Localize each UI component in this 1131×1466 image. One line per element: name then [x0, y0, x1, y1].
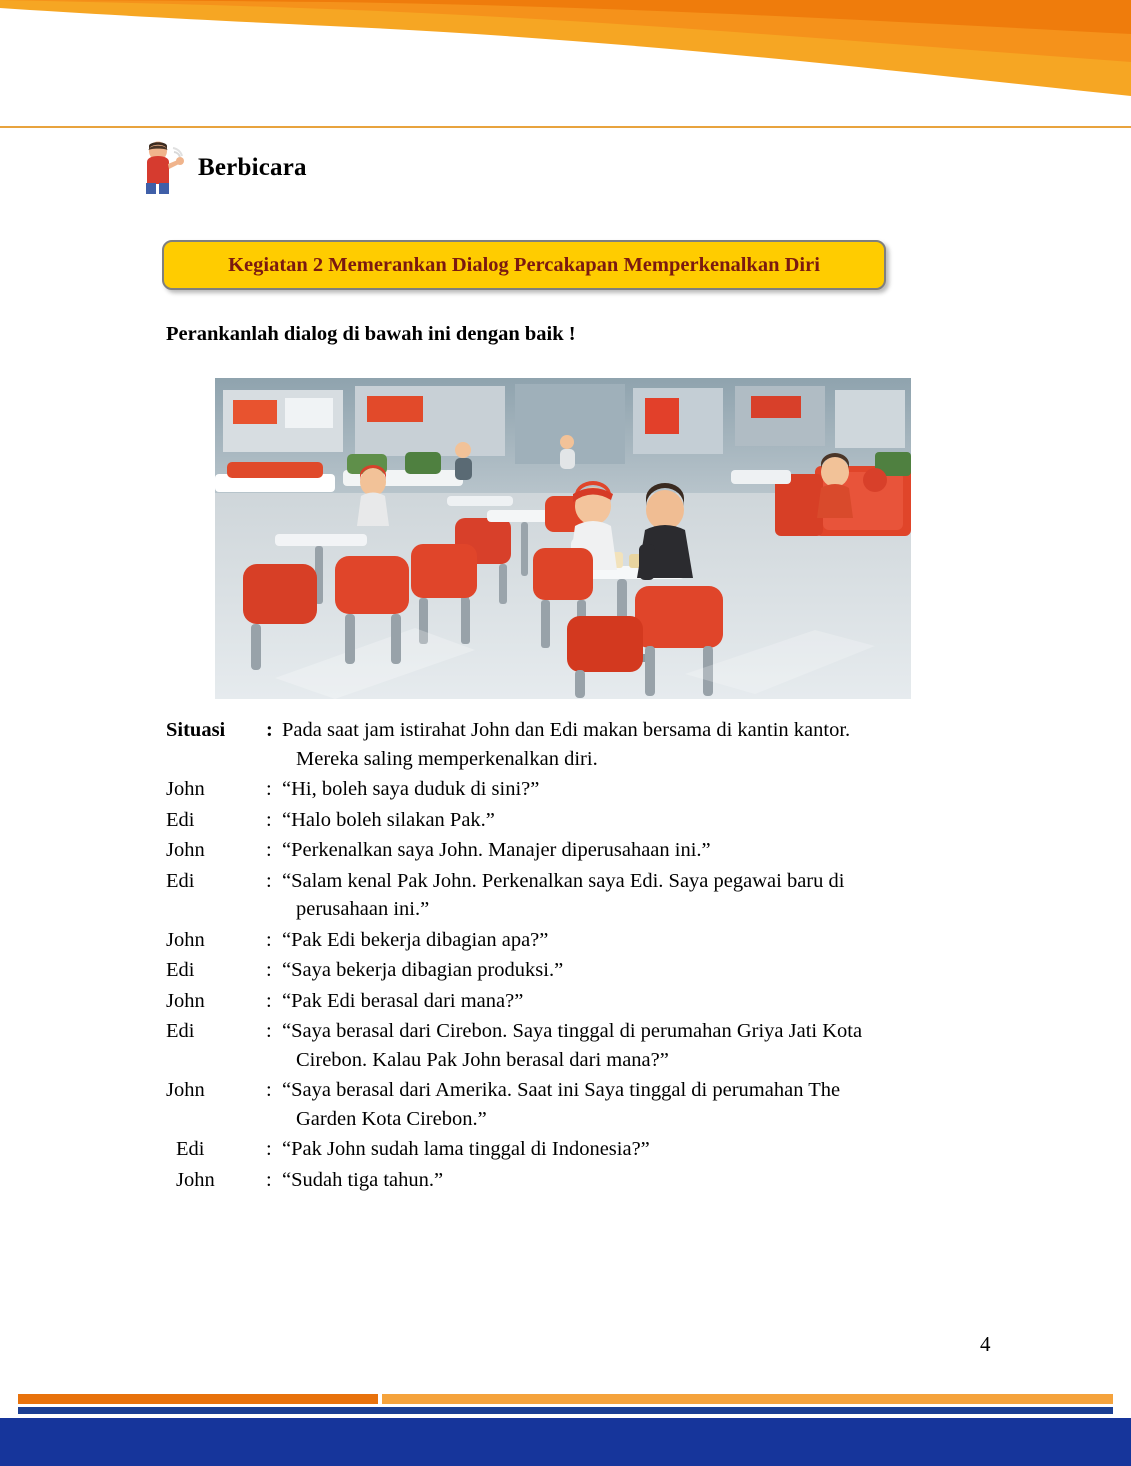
dialog-line: [282, 1021, 1016, 1070]
dialog-colon: :: [266, 869, 272, 892]
dialog-speaker: Situasi: [166, 719, 226, 741]
dialog-speaker: Edi: [166, 959, 195, 981]
dialog-speaker: Edi: [166, 808, 195, 831]
dialog-line-text: “Pak Edi berasal dari mana?”: [282, 989, 524, 1012]
dialog-line: [282, 871, 1016, 920]
page-number: 4: [980, 1332, 991, 1356]
dialog-speaker: John: [166, 928, 205, 951]
dialog-colon: :: [266, 839, 272, 861]
instruction-text: Perankanlah dialog di bawah ini dengan baik !: [166, 323, 576, 345]
dialog-colon: :: [266, 808, 272, 831]
dialog-row: [166, 779, 1016, 800]
dialog-line: [282, 720, 1016, 769]
dialog-line-text: “Salam kenal Pak John. Perkenalkan saya Edi. Saya pegawai baru di: [282, 869, 845, 892]
dialog-line-text: “Pak Edi bekerja dibagian apa?”: [282, 928, 549, 951]
dialog-row: [166, 991, 1016, 1012]
dialog-line: [282, 960, 1016, 981]
dialog-colon: :: [266, 719, 273, 741]
bottom-bar-blue-thin: [18, 1407, 1113, 1414]
dialog-line-continuation: Garden Kota Cirebon.”: [296, 1107, 487, 1130]
dialog-list: [166, 720, 1016, 1200]
bottom-decorative-bars: [0, 1394, 1131, 1466]
bottom-bar-orange-right: [382, 1394, 1113, 1404]
dialog-line: [282, 991, 1016, 1012]
banner-divider-rule: [0, 126, 1131, 128]
dialog-colon: :: [266, 1168, 272, 1191]
dialog-line: [282, 1139, 1016, 1160]
dialog-line: [282, 930, 1016, 951]
dialog-row: [166, 720, 1016, 769]
dialog-speaker: Edi: [166, 869, 195, 892]
dialog-line-text: “Saya bekerja dibagian produksi.”: [282, 959, 564, 981]
dialog-line-text: “Saya berasal dari Cirebon. Saya tinggal di perumahan Griya Jati Kota: [282, 1020, 863, 1042]
dialog-colon: :: [266, 1079, 272, 1101]
dialog-row: [166, 1170, 1016, 1191]
dialog-line-text: “Sudah tiga tahun.”: [282, 1168, 444, 1191]
dialog-speaker: John: [176, 1168, 215, 1191]
dialog-row: [166, 1139, 1016, 1160]
dialog-row: [166, 1021, 1016, 1070]
dialog-row: [166, 810, 1016, 831]
dialog-speaker: John: [166, 778, 205, 800]
dialog-row: [166, 871, 1016, 920]
dialog-line-text: “Halo boleh silakan Pak.”: [282, 808, 495, 831]
dialog-line-continuation: Mereka saling memperkenalkan diri.: [296, 747, 598, 770]
section-heading: [140, 140, 307, 196]
dialog-line-text: “Saya berasal dari Amerika. Saat ini Saya tinggal di perumahan The: [282, 1079, 841, 1101]
dialog-speaker: Edi: [166, 1020, 195, 1042]
speaking-person-icon: [140, 140, 184, 196]
dialog-speaker: Edi: [176, 1138, 205, 1160]
dialog-colon: :: [266, 989, 272, 1012]
top-decorative-banner: [0, 0, 1131, 128]
dialog-speaker: John: [166, 1079, 205, 1101]
dialog-speaker: John: [166, 839, 205, 861]
dialog-colon: :: [266, 1020, 272, 1042]
bottom-bar-orange-left: [18, 1394, 378, 1404]
dialog-colon: :: [266, 778, 272, 800]
dialog-speaker: John: [166, 989, 205, 1012]
dialog-line-text: “Pak John sudah lama tinggal di Indonesia?”: [282, 1138, 650, 1160]
dialog-line: [282, 840, 1016, 861]
dialog-row: [166, 1080, 1016, 1129]
dialog-line-text: “Perkenalkan saya John. Manajer diperusahaan ini.”: [282, 839, 711, 861]
dialog-line: [282, 779, 1016, 800]
dialog-line-text: Pada saat jam istirahat John dan Edi makan bersama di kantin kantor.: [282, 719, 851, 741]
activity-banner-label: Kegiatan 2 Memerankan Dialog Percakapan Memperkenalkan Diri: [228, 253, 820, 276]
dialog-line: [282, 1080, 1016, 1129]
dialog-colon: :: [266, 928, 272, 951]
dialog-line: [282, 1170, 1016, 1191]
dialog-line-continuation: Cirebon. Kalau Pak John berasal dari mana?”: [296, 1048, 669, 1071]
activity-banner: [162, 240, 886, 290]
canteen-illustration: [215, 378, 911, 699]
dialog-line-text: “Hi, boleh saya duduk di sini?”: [282, 778, 540, 800]
dialog-row: [166, 840, 1016, 861]
dialog-line: [282, 810, 1016, 831]
dialog-colon: :: [266, 1138, 272, 1160]
dialog-row: [166, 960, 1016, 981]
bottom-bar-blue-thick: [0, 1418, 1131, 1466]
dialog-line-continuation: perusahaan ini.”: [296, 898, 430, 920]
dialog-row: [166, 930, 1016, 951]
section-title: Berbicara: [198, 154, 307, 181]
dialog-colon: :: [266, 959, 272, 981]
